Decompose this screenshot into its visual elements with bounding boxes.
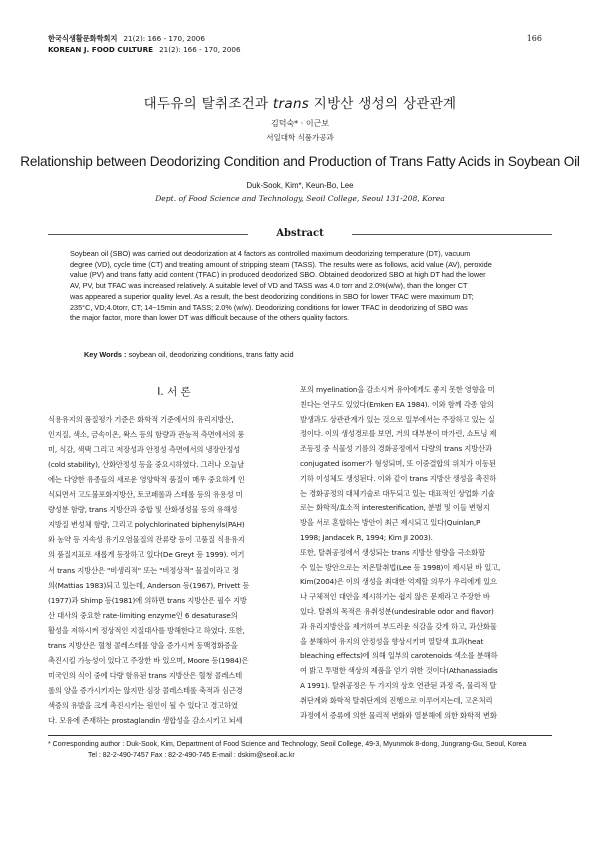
abstract-heading: Abstract	[276, 228, 324, 239]
body-text-line: 과정에서 증류에 의한 물리적 변화와 열분해에 의한 화학적 변화	[300, 710, 497, 720]
body-text-line: 다. 모유에 존재하는 prostaglandin 생합성을 감소시키고 뇌세	[48, 716, 243, 725]
abstract-line: was appeared a superior quality level. As a result, the best deodorizing conditions in SBO for lower TFAC were maximum DT;	[70, 291, 474, 301]
abstract-line: degree (VD), cycle time (CT) and treating amount of stripping steam (TASS). The results were as follows, acid value (AV), peroxide	[70, 259, 492, 269]
abstract-body	[70, 249, 552, 324]
body-text-line: 와 농약 등 지속성 유기오염물질의 잔류량 등이 고품질 식용유지	[48, 535, 245, 545]
body-text-line: 나 구체적인 대안을 제시하기는 쉽지 않은 문제라고 주장한 바	[300, 592, 490, 602]
body-text-line: 취단계와 화학적 탈취단계의 진행으로 이루어지는데, 고온처리	[300, 695, 493, 705]
body-text-line: (1977)과 Shimp 등(1981)에 의하면 trans 지방산은 필수 지방	[48, 595, 247, 605]
section-title-introduction: I. 서 론	[157, 386, 191, 398]
keywords	[84, 350, 294, 359]
abstract-line: value (PV) and trans fatty acid content (TFAC) in produced deodorized SBO. Obtained deodorized SBO at high DT had the lower	[70, 270, 486, 280]
body-text-line: 색증의 유발을 크게 촉진시키는 원인이 될 수 있다고 경고하였	[48, 700, 238, 710]
abstract-line: 235°C, VD;4.0torr, CT; 14~15min and TASS; 2.0% (w/w). Deodorizing conditions for lower TFAC in deodorizing of SBO was	[70, 302, 468, 312]
body-text-line: 식되면서 고도불포화지방산, 토코페롤과 스테롤 등의 유용성 미	[48, 490, 243, 500]
body-text-line: 미, 식감, 색택 그리고 저장성과 안정성 측면에서의 냉장안정성	[48, 445, 240, 455]
body-text-line: 미국인의 식이 중에 다량 함유된 trans 지방산은 혈청 콜레스테	[48, 670, 243, 680]
body-text-line: Kim(2004)은 이의 생성을 최대한 억제할 의무가 우리에게 있으	[300, 577, 497, 587]
body-text-line: 활성을 저하시켜 정상적인 지질대사를 방해한다고 하였다. 또한,	[48, 625, 245, 635]
body-text-line: 을 분해하여 유지의 안정성을 향상시키며 열탈색 효과(heat	[300, 636, 484, 646]
body-text-line: 로는 화학적/효소적 interesterification, 분별 및 이들 변형지	[300, 503, 490, 513]
body-text-line: 인지질, 색소, 금속이온, 왁스 등의 함량과 관능적 측면에서의 풍	[48, 430, 245, 440]
title-korean-italic: trans	[272, 96, 310, 112]
abstract-line: AV, PV, but TFAC was increased relatively. A suitable level of VD and TASS was 4.0 torr and 2.0%(w/w), than the longer CT	[70, 281, 468, 291]
journal-name-kr: 한국식생활문화학회지 21(2): 166 - 170, 2006	[48, 34, 205, 43]
abstract-line: the major factor, more than lower DT was difficult because of the others quality factors.	[70, 313, 350, 323]
body-text-line: 는 경화공정의 대체기술로 대두되고 있는 대표적인 상업화 기술	[300, 488, 495, 498]
body-text-line: A 1991). 탈취공정은 두 가지의 상호 연관된 과정 즉, 물리적 탈	[300, 681, 497, 690]
body-text-line: 촉진시킬 가능성이 있다고 주장한 바 있으며, Moore 등(1984)은	[48, 655, 249, 665]
footnote-contact: Tel : 82-2-490-7457 Fax : 82-2-490-745 E-mail : dskim@seoil.ac.kr	[88, 751, 295, 759]
body-text-line: 서 trans 지방산은 "비생리적" 또는 "비정상적" 물질이라고 정	[48, 565, 239, 575]
body-text-line: 롤의 양을 증가시키지는 않지만 심장 콜레스테롤 축적과 심근경	[48, 685, 243, 695]
body-text-line: trans 지방산은 혈청 콜레스테롤 양을 증가시켜 동맥경화증을	[48, 640, 238, 650]
body-text-line: 1998; Jandacek R, 1994; Kim JI 2003).	[300, 533, 433, 542]
journal-header	[48, 34, 241, 55]
body-text-line: 수 있는 방안으로는 저온탈취법(Lee 등 1998)이 제시된 바 있고,	[300, 562, 501, 572]
journal-name-en: KOREAN J. FOOD CULTURE 21(2): 166 - 170, 2006	[48, 44, 241, 54]
body-text-line: bleaching effects)에 의해 일부의 carotenoids 색소를 분해하	[300, 651, 498, 661]
body-text-line: (cold stability), 산화안정성 등을 중요시하였다. 그러나 오늘날	[48, 460, 245, 470]
footnote	[48, 740, 526, 761]
body-text-line: conjugated isomer가 형성되며, 또 이중결합의 위치가 이동된	[300, 459, 496, 468]
footnote-author: * Corresponding author : Duk-Sook, Kim, Department of Food Science and Technology, Seoil College, 49-3, Myunmok 8-dong, Jungrang-Gu, Seoul, Korea	[48, 741, 527, 748]
body-text-line: 지방질 변성체 함량, 그리고 polychlorinated biphenyls(PAH)	[48, 520, 245, 530]
title-korean: 대두유의 탈취조건과 trans 지방산 생성의 상관관계	[143, 96, 457, 112]
body-text-line: 에는 다양한 유종들의 새로운 영양학적 품질이 매우 중요하게 인	[48, 475, 245, 485]
keywords-label: Key Words :	[84, 350, 127, 359]
body-text-line: 정이다. 이의 생성경로를 보면, 거의 대부분이 마가린, 쇼트닝 제	[300, 429, 497, 439]
body-text-line: 방을 서로 혼합하는 방안이 최근 제시되고 있다(Quinlan,P	[300, 518, 481, 528]
title-english: Relationship between Deodorizing Condition and Production of Trans Fatty Acids in Soybean Oil	[20, 154, 580, 169]
authors-english: Duk-Sook, Kim*, Keun-Bo, Lee	[246, 181, 354, 190]
body-text-line: 발생과도 상관관계가 있는 것으로 일부에서는 주장하고 있는 실	[300, 414, 495, 424]
affiliation-korean: 서일대학 식품가공과	[266, 133, 334, 142]
journal-meta-en: 21(2): 166 - 170, 2006	[159, 44, 241, 54]
body-text-line: 산 대사의 중요한 rate-limiting enzyme인 6 desaturase의	[48, 610, 238, 620]
body-text-line: 기하 이성체도 생성된다. 이와 같이 trans 지방산 생성을 촉진하	[300, 473, 497, 483]
page-number: 166	[526, 34, 542, 43]
journal-meta-kr: 21(2): 166 - 170, 2006	[123, 34, 205, 43]
body-text-line: 친다는 연구도 있었다(Emken EA 1984). 이와 함께 각종 암의	[300, 399, 494, 409]
body-text-line: 식용유지의 품질평가 기준은 화학적 기준에서의 유리지방산,	[48, 415, 234, 424]
body-text-line: 의(Mattias 1983)되고 있는데, Anderson 등(1967), Privett 등	[48, 580, 250, 590]
body-text-line: 있다. 탈취의 목적은 유취성분(undesirable odor and flavor)	[300, 607, 494, 616]
body-text-line: 과 유리지방산을 제거하여 부드러운 식감을 갖게 하고, 과산화물	[300, 621, 497, 631]
body-text-line: 또한, 탈취공정에서 생성되는 trans 지방산 함량을 극소화할	[300, 547, 485, 557]
body-text-line: 량성분 함량, trans 지방산과 중합 및 산화생성물 등의 유해성	[48, 505, 238, 515]
authors-korean: 김덕숙* · 이근보	[271, 119, 329, 128]
body-text-line: 조등정 중 식물성 기름의 경화공정에서 다량의 trans 지방산과	[300, 444, 492, 454]
body-text-line: 여 밝고 투명한 색상의 제품을 얻기 위한 것이다(Athanassiadis	[300, 666, 498, 676]
body-text-line: 의 품질지표로 새롭게 등장하고 있다(De Greyt 등 1999). 여기	[48, 550, 245, 560]
keywords-text: soybean oil, deodorizing conditions, trans fatty acid	[126, 350, 294, 359]
abstract-line: Soybean oil (SBO) was carried out deodorization at 4 factors as controlled maximum deodorizing temperature (DT), vacuum	[70, 249, 471, 258]
body-text-line: 포의 myelination을 감소시켜 유아에게도 좋지 못한 영향을 미	[300, 385, 495, 394]
affiliation-english: Dept. of Food Science and Technology, Seoil College, Seoul 131-208, Korea	[155, 194, 445, 203]
footnote-divider	[48, 735, 552, 736]
